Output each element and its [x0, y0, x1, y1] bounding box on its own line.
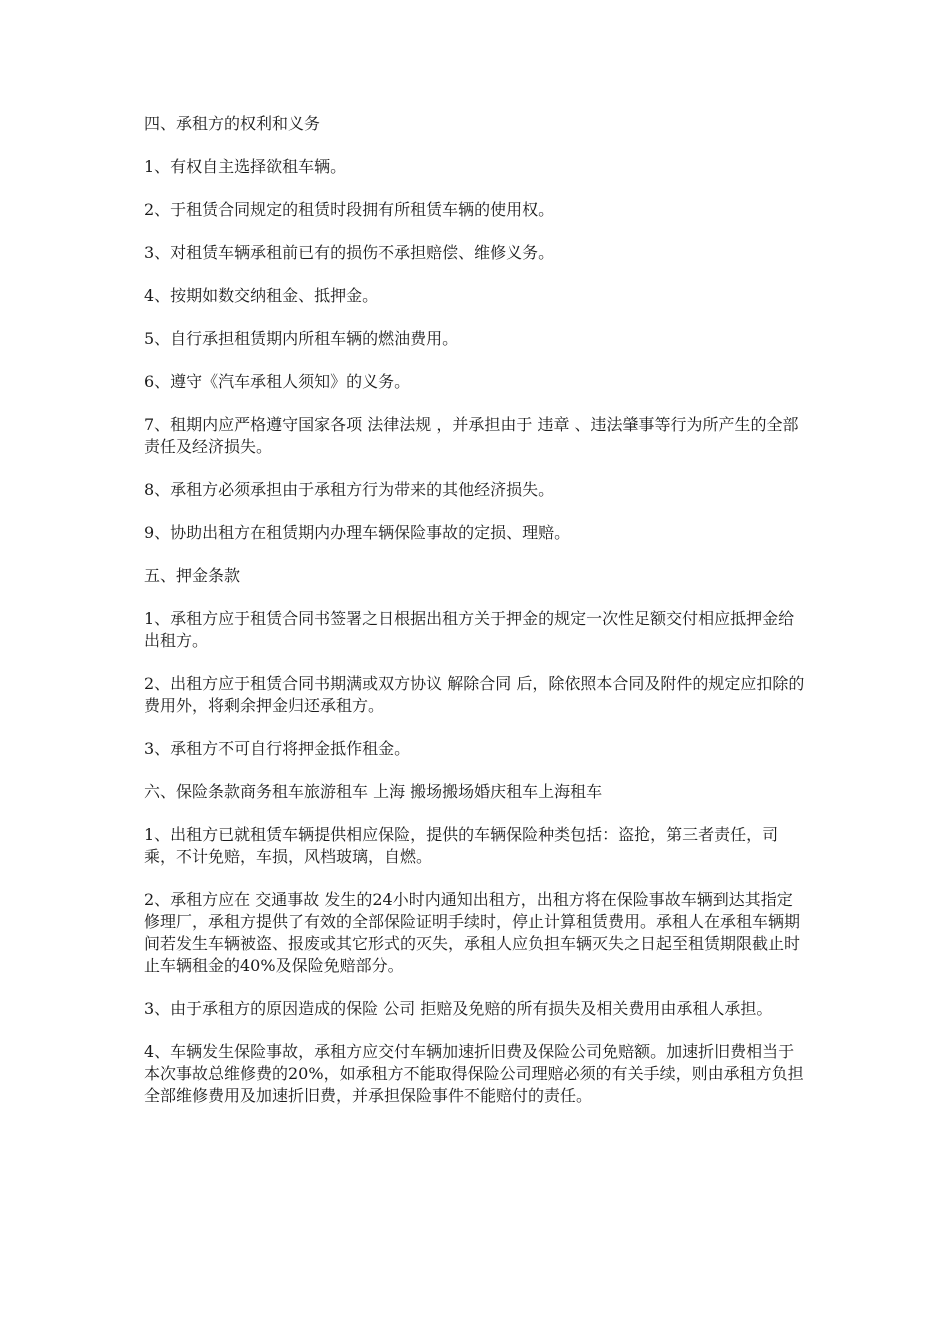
clause-6-2: 2、承租方应在 交通事故 发生的24小时内通知出租方，出租方将在保险事故车辆到达其指定修理厂，承租方提供了有效的全部保险证明手续时，停止计算租赁费用。承租人在承租车辆期间若发生车辆被盗、报废或其它形式的灭失，承租人应负担车辆灭失之日起至租赁期限截止时止车辆租金的40%及保险免赔部分。 — [144, 890, 801, 975]
clause-4-2: 2、于租赁合同规定的租赁时段拥有所租赁车辆的使用权。 — [144, 200, 555, 219]
clause-4-3: 3、对租赁车辆承租前已有的损伤不承担赔偿、维修义务。 — [144, 243, 555, 262]
section-heading-insurance: 六、保险条款商务租车旅游租车 上海 搬场搬场婚庆租车上海租车 — [144, 782, 603, 801]
document-body — [144, 113, 808, 1128]
section-heading-deposit: 五、押金条款 — [144, 566, 241, 585]
clause-4-4: 4、按期如数交纳租金、抵押金。 — [144, 286, 379, 305]
clause-4-8: 8、承租方必须承担由于承租方行为带来的其他经济损失。 — [144, 480, 555, 499]
clause-5-3: 3、承租方不可自行将押金抵作租金。 — [144, 739, 411, 758]
clause-6-3: 3、由于承租方的原因造成的保险 公司 拒赔及免赔的所有损失及相关费用由承租人承担。 — [144, 999, 773, 1018]
clause-4-1: 1、有权自主选择欲租车辆。 — [144, 157, 347, 176]
clause-5-2: 2、出租方应于租赁合同书期满或双方协议 解除合同 后，除依照本合同及附件的规定应扣除的费用外，将剩余押金归还承租方。 — [144, 674, 805, 715]
clause-4-9: 9、协助出租方在租赁期内办理车辆保险事故的定损、理赔。 — [144, 523, 571, 542]
clause-4-7: 7、租期内应严格遵守国家各项 法律法规 ，并承担由于 违章 、违法肇事等行为所产生的全部责任及经济损失。 — [144, 415, 799, 456]
clause-6-1: 1、出租方已就租赁车辆提供相应保险，提供的车辆保险种类包括：盗抢，第三者责任，司乘，不计免赔，车损，风档玻璃，自燃。 — [144, 825, 779, 866]
clause-5-1: 1、承租方应于租赁合同书签署之日根据出租方关于押金的规定一次性足额交付相应抵押金给出租方。 — [144, 609, 795, 650]
section-heading-tenant-rights: 四、承租方的权利和义务 — [144, 114, 321, 133]
clause-6-4: 4、车辆发生保险事故，承租方应交付车辆加速折旧费及保险公司免赔额。加速折旧费相当于本次事故总维修费的20%，如承租方不能取得保险公司理赔必须的有关手续，则由承租方负担全部维修费用及加速折旧费，并承担保险事件不能赔付的责任。 — [144, 1042, 804, 1105]
clause-4-5: 5、自行承担租赁期内所租车辆的燃油费用。 — [144, 329, 459, 348]
clause-4-6: 6、遵守《汽车承租人须知》的义务。 — [144, 372, 411, 391]
